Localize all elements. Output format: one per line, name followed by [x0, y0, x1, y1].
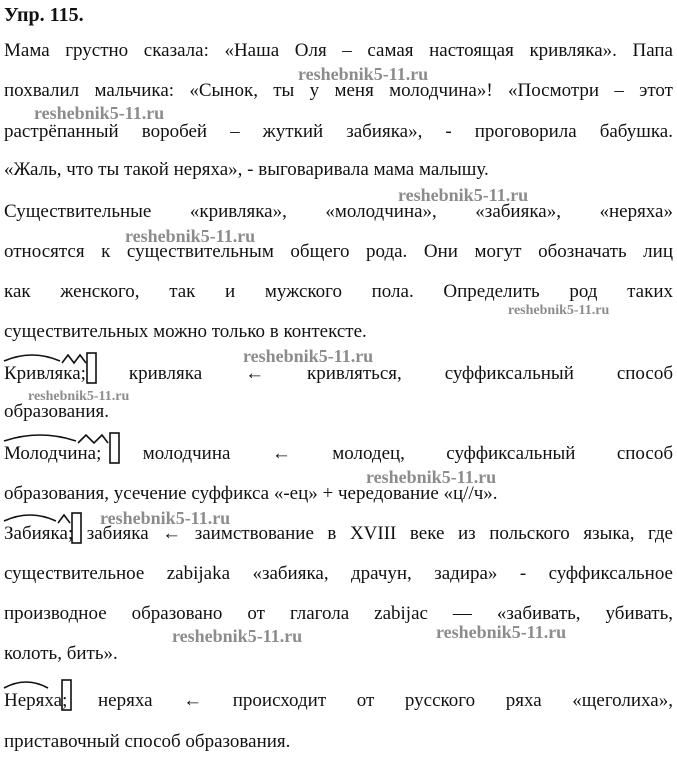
analysis-line: производное образовано от глагола zabijac — «забивать, убивать, — [4, 603, 673, 624]
watermark: reshebnik5-11.ru — [28, 389, 130, 404]
morpheme-marks — [2, 678, 78, 714]
analysis-line: существительное zabijaka «забияка, драчун, задира» - суффиксальное — [4, 563, 673, 584]
exercise-title: Упр. 115. — [4, 4, 84, 26]
text-line: растрёпанный воробей – жуткий забияка», - проговорила бабушка. — [4, 121, 673, 142]
analysis-line: колоть, бить». — [4, 643, 118, 664]
watermark: reshebnik5-11.ru — [125, 226, 256, 246]
analysis-line: Забияка; забияка ← заимствование в XVIII веке из польского языка, где — [4, 523, 673, 545]
analysis-line: приставочный способ образования. — [4, 731, 291, 752]
morpheme-marks — [2, 431, 122, 467]
text-line: «Жаль, что ты такой неряха», - выговаривала мама малышу. — [4, 159, 489, 180]
morpheme-word: Неряха — [4, 690, 62, 712]
watermark: reshebnik5-11.ru — [100, 508, 231, 528]
analysis-line: Кривляка; кривляка ← кривляться, суффиксальный способ — [4, 363, 673, 385]
watermark: reshebnik5-11.ru — [398, 185, 529, 205]
watermark: reshebnik5-11.ru — [366, 467, 497, 487]
analysis-line: образования, усечение суффикса «-ец» + чередование «ц//ч». — [4, 483, 498, 504]
watermark: reshebnik5-11.ru — [172, 626, 303, 646]
watermark: reshebnik5-11.ru — [34, 103, 165, 123]
watermark: reshebnik5-11.ru — [298, 64, 429, 84]
text-line: существительных можно только в контексте. — [4, 321, 367, 342]
text-line: относятся к существительным общего рода. Они могут обозначать лиц — [4, 241, 673, 262]
watermark: reshebnik5-11.ru — [243, 346, 374, 366]
text-line: похвалил мальчика: «Сынок, ты у меня молодчина»! «Посмотри – этот — [4, 80, 673, 101]
watermark: reshebnik5-11.ru — [436, 622, 567, 642]
morpheme-word: Забияка — [4, 523, 68, 545]
analysis-line: образования. — [4, 401, 109, 422]
text-line: Мама грустно сказала: «Наша Оля – самая настоящая кривляка». Папа — [4, 40, 673, 61]
morpheme-marks — [2, 511, 88, 547]
text-line: как женского, так и мужского пола. Определить род таких — [4, 281, 673, 302]
morpheme-word: Кривляка — [4, 363, 81, 385]
text-line: Существительные «кривляка», «молодчина», «забияка», «неряха» — [4, 201, 673, 222]
analysis-line: Неряха; неряха ← происходит от русского ряха «щеголиха», — [4, 690, 673, 712]
morpheme-word: Молодчина — [4, 443, 96, 465]
watermark: reshebnik5-11.ru — [508, 303, 610, 318]
analysis-line: Молодчина; молодчина ← молодец, суффиксальный способ — [4, 443, 673, 465]
morpheme-marks — [2, 351, 102, 387]
